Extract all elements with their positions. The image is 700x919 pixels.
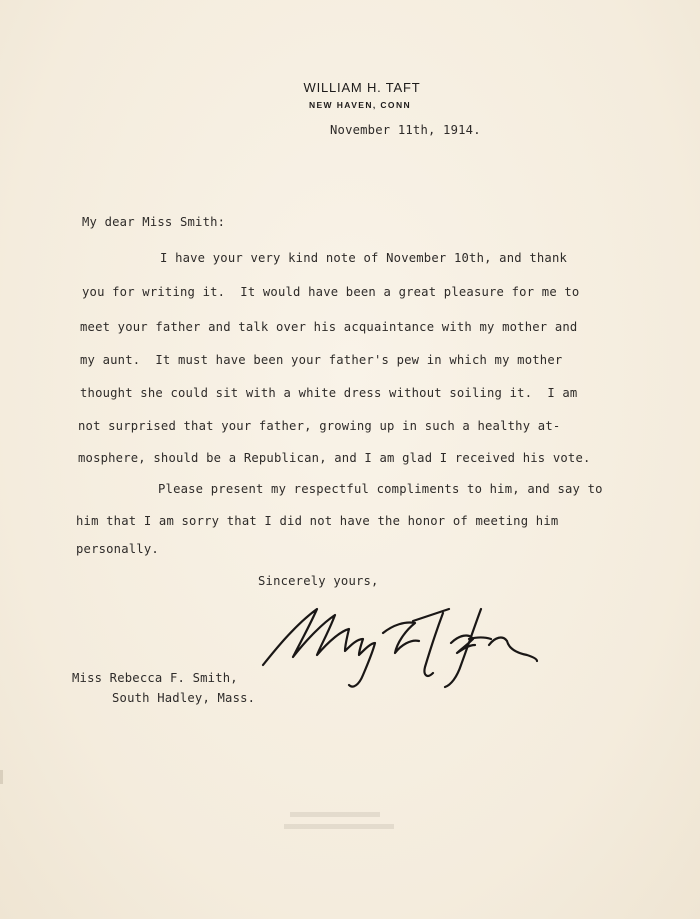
recipient-address: South Hadley, Mass. bbox=[112, 691, 256, 705]
letter-date: November 11th, 1914. bbox=[330, 123, 481, 137]
body-line: him that I am sorry that I did not have the honor of meeting him bbox=[76, 514, 559, 528]
body-line: personally. bbox=[76, 542, 159, 556]
closing: Sincerely yours, bbox=[258, 574, 379, 588]
body-line: mosphere, should be a Republican, and I am glad I received his vote. bbox=[78, 451, 591, 465]
body-line: not surprised that your father, growing up in such a healthy at- bbox=[78, 419, 561, 433]
faint-bleedthrough-mark bbox=[280, 808, 410, 838]
salutation: My dear Miss Smith: bbox=[82, 215, 226, 229]
body-line: my aunt. It must have been your father's pew in which my mother bbox=[80, 353, 563, 367]
body-line: I have your very kind note of November 10th, and thank bbox=[160, 251, 568, 265]
body-line: thought she could sit with a white dress without soiling it. I am bbox=[80, 386, 578, 400]
letterhead-place: NEW HAVEN, CONN bbox=[308, 100, 412, 110]
handwritten-signature bbox=[255, 595, 540, 695]
body-line: Please present my respectful compliments to him, and say to bbox=[158, 482, 603, 496]
letterhead-name: WILLIAM H. TAFT bbox=[303, 80, 421, 95]
body-line: meet your father and talk over his acquaintance with my mother and bbox=[80, 320, 578, 334]
recipient-name: Miss Rebecca F. Smith, bbox=[72, 671, 238, 685]
paper-edge-mark bbox=[0, 770, 3, 784]
body-line: you for writing it. It would have been a great pleasure for me to bbox=[82, 285, 580, 299]
